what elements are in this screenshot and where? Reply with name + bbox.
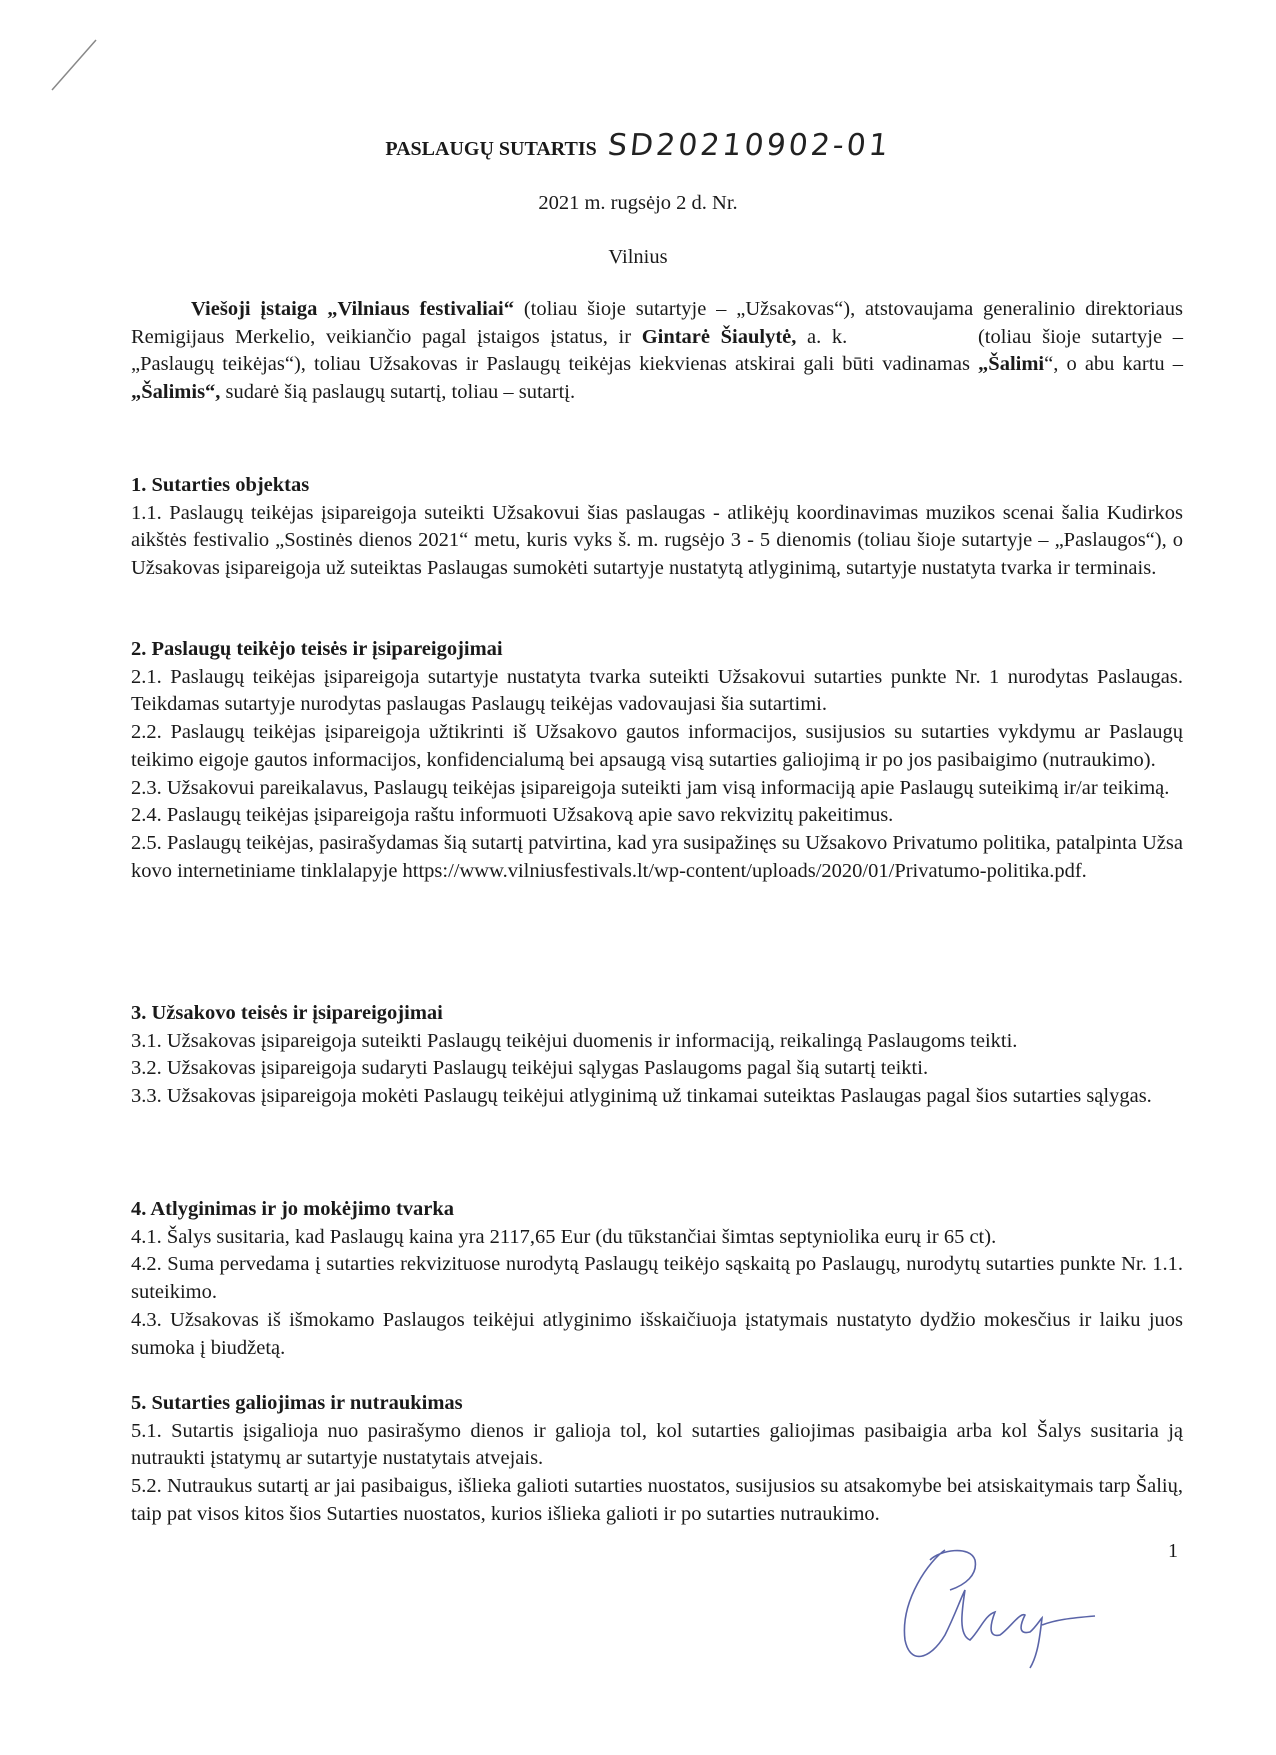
section-5: [131, 1390, 1183, 1529]
section-3: [131, 1000, 1183, 1111]
term-salimis: „Šalimis“,: [131, 381, 221, 404]
section-1: [131, 472, 1183, 583]
clause: 4.3. Užsakovas iš išmokamo Paslaugos teikėjui atlyginimo išskaičiuoja įstatymais nustatyto dydžio mokesčius ir laiku juos sumoka į biudžetą.: [131, 1308, 1183, 1359]
section-2: [131, 636, 1183, 885]
provider-name: Gintarė Šiaulytė,: [641, 325, 797, 348]
section-heading: 4. Atlyginimas ir jo mokėjimo tvarka: [131, 1198, 455, 1220]
clause: 3.1. Užsakovas įsipareigoja suteikti Paslaugų teikėjui duomenis ir informaciją, reikalingą Paslaugoms teikti.: [131, 1029, 1018, 1052]
clause: 4.1. Šalys susitaria, kad Paslaugų kaina yra 2117,65 Eur (du tūkstančiai šimtas septyniolika eurų ir 65 ct).: [131, 1225, 997, 1248]
signature: [870, 1540, 1100, 1675]
title-text: PASLAUGŲ SUTARTIS: [385, 138, 597, 160]
customer-name: Viešoji įstaiga „Vilniaus festivaliai“: [191, 298, 514, 320]
section-heading: 2. Paslaugų teikėjo teisės ir įsipareigojimai: [131, 638, 503, 660]
clause: 1.1. Paslaugų teikėjas įsipareigoja suteikti Užsakovui šias paslaugas - atlikėjų koordinavimas muzikos scenai šalia Kudirkos aikštės festivalio „Sostinės dienos 2021“ metu, kuris vyks š. m. rugsėjo 3 - 5 dienomis (toliau šioje sutartyje – „Paslaugos“), o Užsakovas įsipareigoja už suteiktas Paslaugas sumokėti sutartyje nustatytą atlyginimą, sutartyje nustatyta tvarka ir terminais.: [131, 501, 1183, 580]
intro-text: sudarė šią paslaugų sutartį, toliau – sutartį.: [220, 381, 576, 404]
clause: 3.3. Užsakovas įsipareigoja mokėti Paslaugų teikėjui atlyginimą už tinkamai suteiktas Paslaugas pagal šios sutarties sąlygas.: [131, 1085, 1152, 1108]
date-line: 2021 m. rugsėjo 2 d. Nr.: [538, 192, 738, 214]
clause: 5.2. Nutraukus sutartį ar jai pasibaigus, išlieka galioti sutarties nuostatos, susijusios su atsakomybe bei atsiskaitymais tarp Šalių, taip pat visos kitos šios Sutarties nuostatos, kurios išlieka galioti ir po sutarties nutraukimo.: [131, 1475, 1183, 1525]
intro-text: a. k.: [796, 325, 848, 348]
clause: 2.4. Paslaugų teikėjas įsipareigoja raštu informuoti Užsakovą apie savo rekvizitų pakeitimus.: [131, 804, 894, 827]
clause: 4.2. Suma pervedama į sutarties rekvizituose nurodytą Paslaugų teikėjo sąskaitą po Paslaugų, nurodytų sutarties punkte Nr. 1.1. suteikimo.: [131, 1253, 1183, 1304]
intro-paragraph: [131, 296, 1183, 407]
city: Vilnius: [608, 246, 668, 268]
pen-stroke-mark: [44, 36, 104, 96]
section-heading: 1. Sutarties objektas: [131, 474, 310, 496]
intro-text: (toliau šioje sutartyje – „Užsakovas“), atstovaujama generalinio direktoriaus Remigijaus Merkelio, veikiančio pagal įstaigos įstatus, ir: [131, 298, 1183, 348]
clause: 2.3. Užsakovui pareikalavus, Paslaugų teikėjas įsipareigoja suteikti jam visą informaciją apie Paslaugų suteikimą ir/ar teikimą.: [131, 776, 1170, 799]
section-4: [131, 1196, 1183, 1362]
handwritten-contract-number: SD20210902-01: [605, 128, 893, 163]
intro-text: (toliau šioje sutartyje – „Paslaugų teikėjas“), toliau Užsakovas ir Paslaugų teikėjas kiekvienas atskirai gali būti vadinamas: [131, 325, 1183, 376]
section-heading: 5. Sutarties galiojimas ir nutraukimas: [131, 1392, 463, 1414]
page-number: 1: [1168, 1540, 1178, 1562]
clause: 2.1. Paslaugų teikėjas įsipareigoja sutartyje nustatyta tvarka suteikti Užsakovui sutarties punkte Nr. 1 nurodytas Paslaugas. Teikdamas sutartyje nurodytas paslaugas Paslaugų teikėjas vadovaujasi šia sutartimi.: [131, 665, 1183, 716]
section-heading: 3. Užsakovo teisės ir įsipareigojimai: [131, 1002, 443, 1024]
clause: 3.2. Užsakovas įsipareigoja sudaryti Paslaugų teikėjui sąlygas Paslaugoms pagal šią sutartį teikti.: [131, 1057, 929, 1080]
clause: 5.1. Sutartis įsigalioja nuo pasirašymo dienos ir galioja tol, kol sutarties galiojimas pasibaigia arba kol Šalys susitaria ją nutraukti įstatymų ar sutartyje nustatytais atvejais.: [131, 1419, 1183, 1470]
clause: 2.5. Paslaugų teikėjas, pasirašydamas šią sutartį patvirtina, kad yra susipažinęs su Užsakovo Privatumo politika, patalpinta Užsakovo internetiniame tinklalapyje https://www.vilniusfestivals.lt/wp-content/uploads/2020/01/Privatumo-politika.pdf.: [131, 831, 1183, 882]
document-title: [0, 128, 1276, 163]
term-salimi: „Šalimi: [978, 353, 1045, 376]
intro-text: “, o abu kartu –: [1044, 353, 1184, 376]
clause: 2.2. Paslaugų teikėjas įsipareigoja užtikrinti iš Užsakovo gautos informacijos, susijusios su sutarties vykdymu ar Paslaugų teikimo eigoje gautos informacijos, konfidencialumą bei apsaugą visą sutarties galiojimą ir po jos pasibaigimo (nutraukimo).: [131, 721, 1183, 771]
